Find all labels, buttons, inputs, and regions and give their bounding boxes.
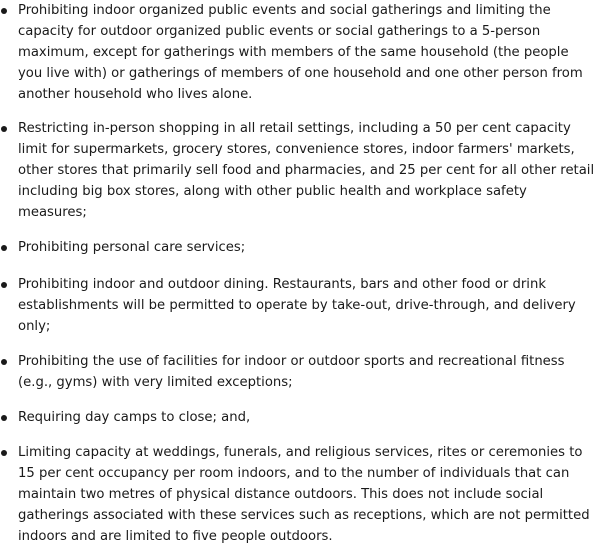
list-item	[0, 274, 596, 337]
bullet-icon	[1, 359, 7, 365]
list-item	[0, 407, 596, 428]
list-item	[0, 237, 596, 258]
list-item-text: Restricting in-person shopping in all retail settings, including a 50 per cent capacity limit for supermarkets, grocery stores, convenience stores, indoor farmers' markets, other stores that primarily sell food and pharmacies, and 25 per cent for all other retail including big box stores, along with other public health and workplace safety measures;	[18, 121, 595, 220]
bullet-icon	[1, 245, 7, 251]
list-item	[0, 442, 596, 547]
list-item	[0, 0, 596, 105]
bullet-icon	[1, 8, 7, 14]
list-item	[0, 351, 596, 393]
list-item-text: Limiting capacity at weddings, funerals, and religious services, rites or ceremonies to 15 per cent occupancy per room indoors, and to the number of individuals that can maintain two metres of physical distance outdoors. This does not include social gatherings associated with these services such as receptions, which are not permitted indoors and are limited to five people outdoors.	[18, 445, 590, 544]
list-item-text: Prohibiting indoor organized public events and social gatherings and limiting the capacity for outdoor organized public events or social gatherings to a 5-person maximum, except for gatherings with members of the same household (the people you live with) or gatherings of members of one household and one other person from another household who lives alone.	[18, 3, 583, 102]
list-item	[0, 118, 596, 223]
bullet-icon	[1, 126, 7, 132]
list-item-text: Prohibiting the use of facilities for indoor or outdoor sports and recreational fitness (e.g., gyms) with very limited exceptions;	[18, 354, 565, 390]
list-item-text: Prohibiting personal care services;	[18, 240, 246, 255]
bullet-icon	[1, 282, 7, 288]
list-item-text: Prohibiting indoor and outdoor dining. Restaurants, bars and other food or drink establishments will be permitted to operate by take-out, drive-through, and delivery only;	[18, 277, 576, 334]
bullet-icon	[1, 450, 7, 456]
list-item-text: Requiring day camps to close; and,	[18, 410, 251, 425]
bullet-icon	[1, 415, 7, 421]
